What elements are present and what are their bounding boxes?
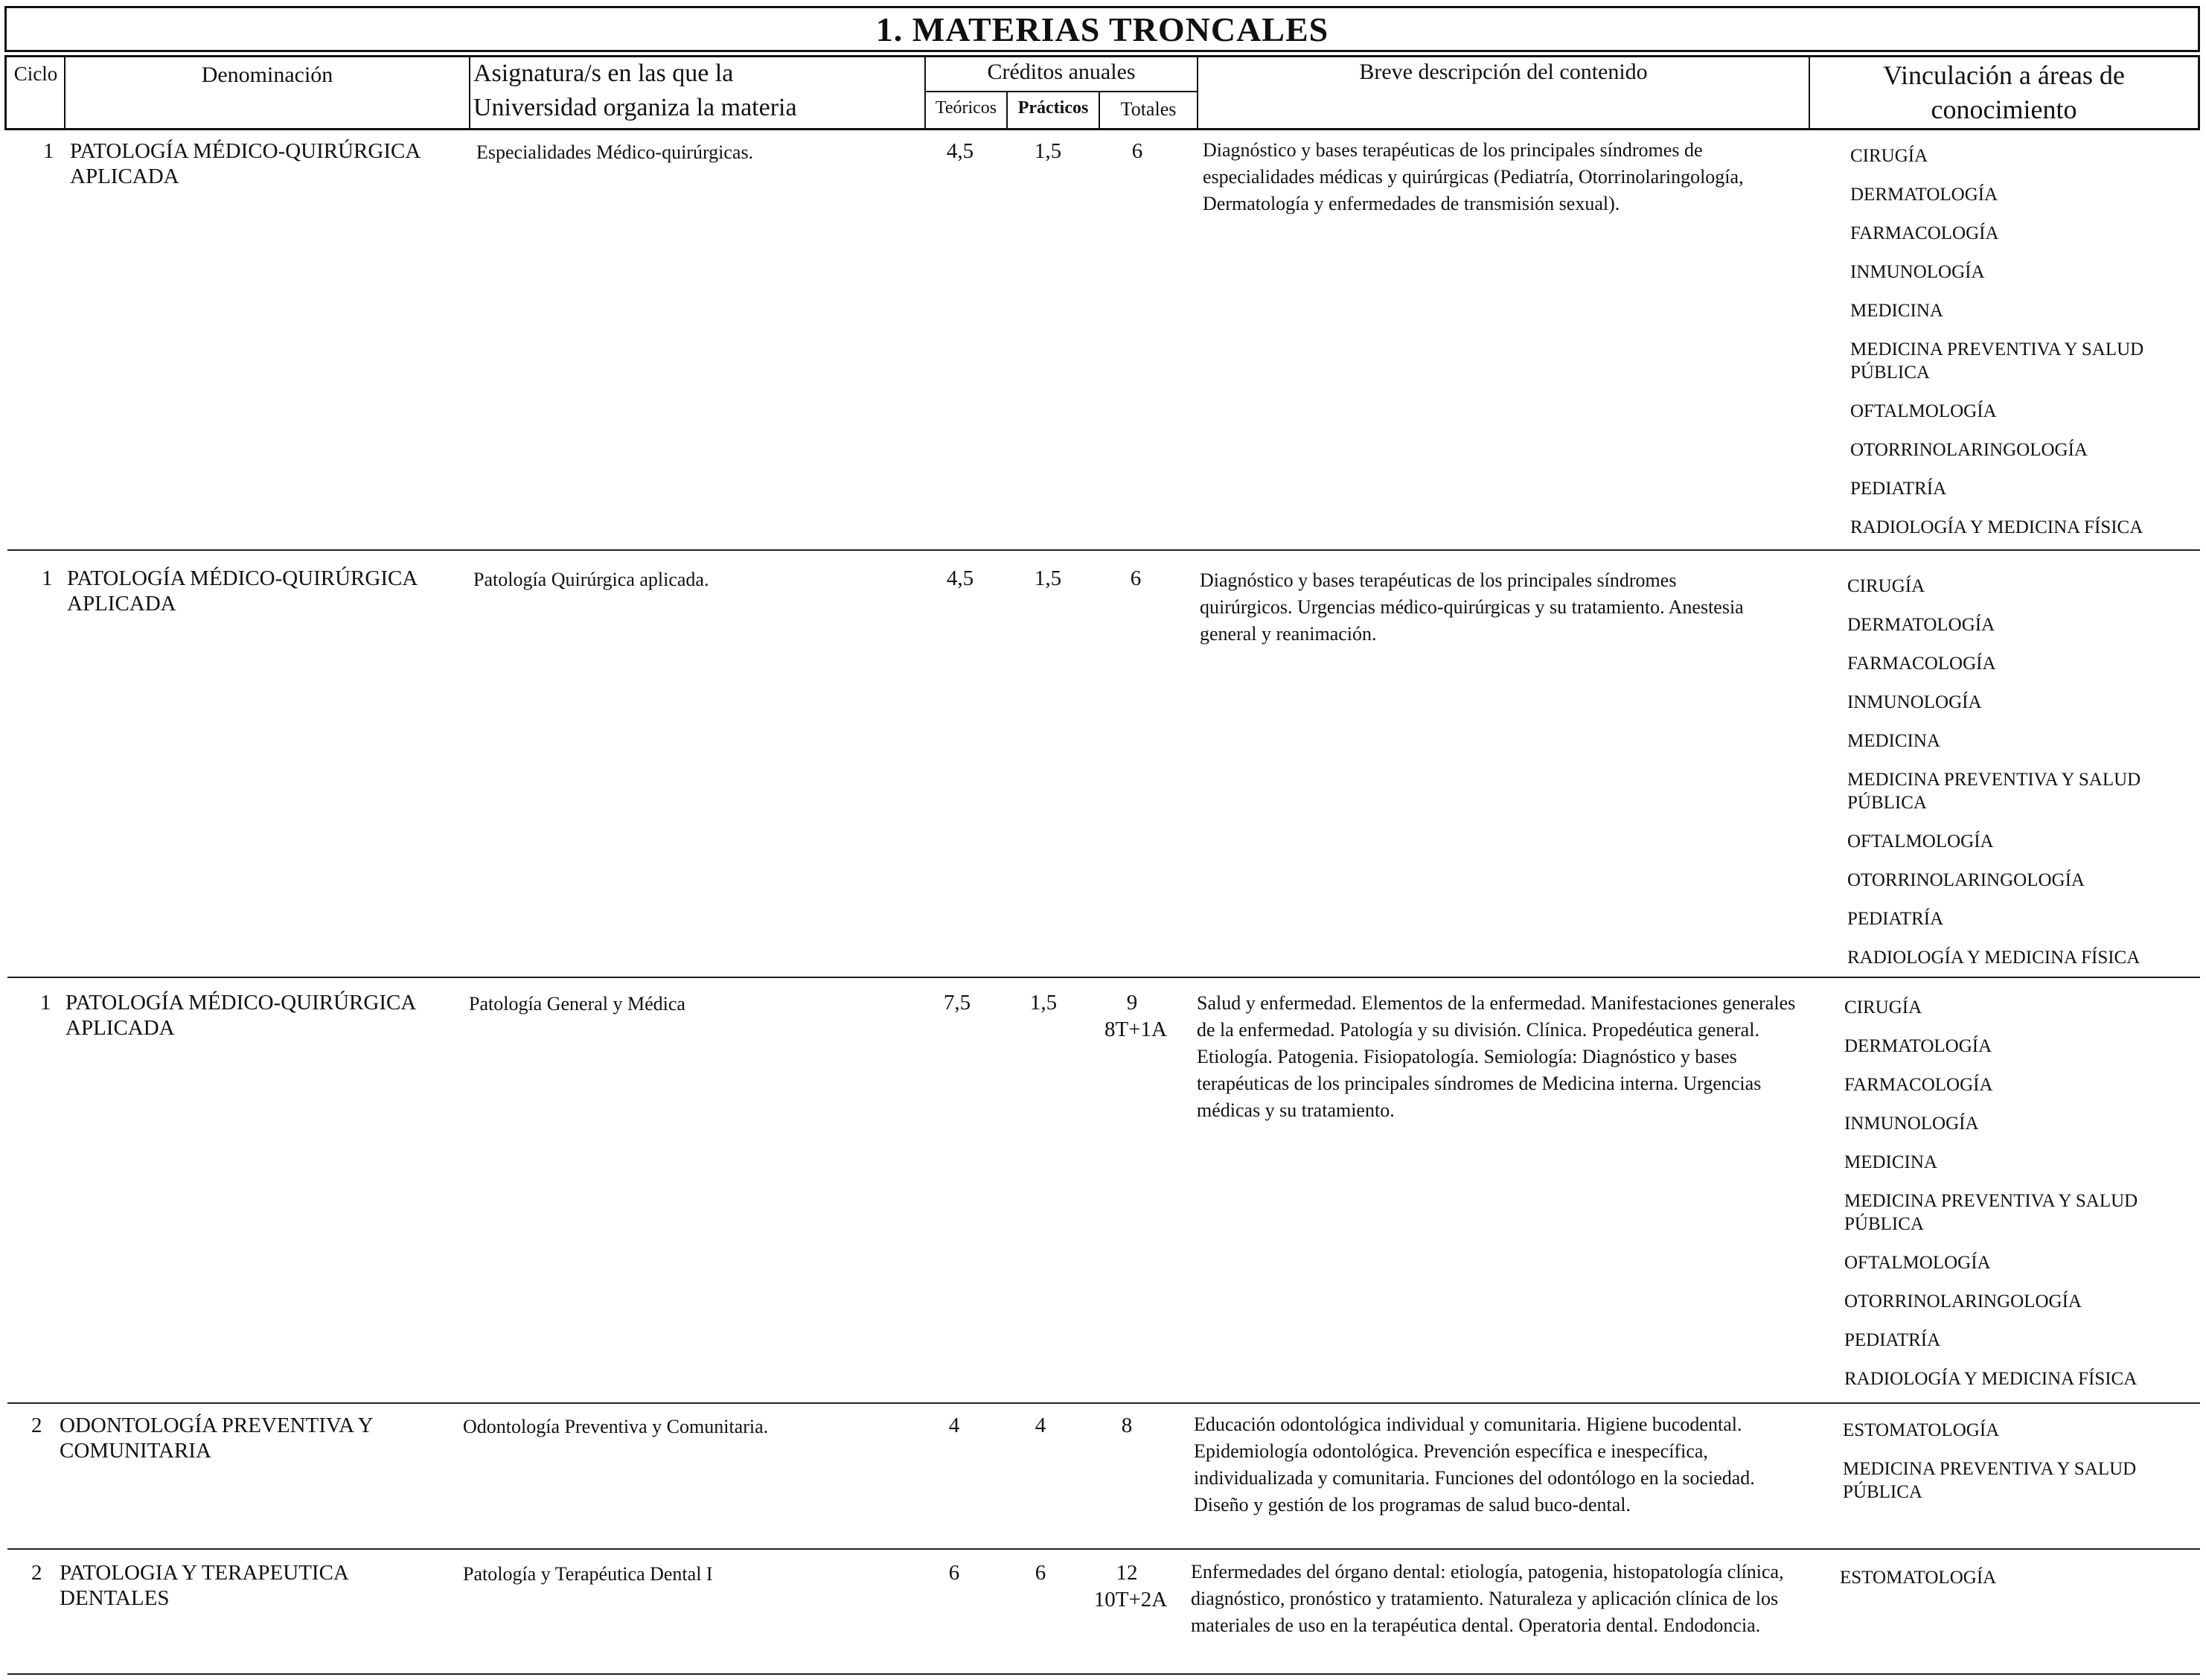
area-item: ESTOMATOLOGÍA [1843,1420,2000,1440]
row-teoricos: 6 [948,1561,960,1585]
header-asignatura-line1: Asignatura/s en las que la [473,60,734,87]
header-vinculacion-line2: conocimiento [1931,95,2077,124]
row-denominacion: PATOLOGÍA MÉDICO-QUIRÚRGICA APLICADA [65,991,415,1040]
area-item: OFTALMOLOGÍA [1850,401,1997,421]
row-practicos: 4 [1035,1414,1046,1437]
area-item: OFTALMOLOGÍA [1844,1253,1991,1273]
area-item: ESTOMATOLOGÍA [1840,1568,1997,1588]
row-denominacion: PATOLOGIA Y TERAPEUTICA DENTALES [60,1561,348,1610]
area-item: INMUNOLOGÍA [1850,262,1985,282]
area-item: MEDICINA PREVENTIVA Y SALUD PÚBLICA [1844,1191,2138,1234]
row-areas [1843,1419,2178,1519]
row-totales: 12 [1116,1561,1138,1585]
header-ciclo: Ciclo [13,63,58,85]
area-item: PEDIATRÍA [1844,1330,1941,1350]
header-asignatura-line2: Universidad organiza la materia [473,94,797,121]
row-descripcion: Educación odontológica individual y comunitaria. Higiene bucodental. Epidemiología odontológica. Prevención específica e inespecífica, individualizada y comunitaria. Funciones del odontólogo en la sociedad. Diseño y gestión de los programas de salud buco-dental. [1194,1414,1755,1515]
row-areas [1844,996,2179,1406]
area-item: CIRUGÍA [1847,576,1925,596]
row-areas [1847,575,2175,985]
area-item: MEDICINA [1850,301,1943,321]
row-teoricos: 7,5 [943,991,971,1015]
area-item: DERMATOLOGÍA [1850,185,1998,205]
header-teoricos: Teóricos [935,98,997,118]
row-denominacion: PATOLOGÍA MÉDICO-QUIRÚRGICA APLICADA [70,139,420,188]
row-divider [7,1673,2200,1675]
row-totales-breakdown: 8T+1A [1104,1018,1167,1041]
area-item: OTORRINOLARINGOLOGÍA [1847,870,2085,890]
row-divider [7,549,2200,551]
header-creditos: Créditos anuales [987,60,1136,84]
header-denominacion: Denominación [201,63,333,87]
area-item: MEDICINA PREVENTIVA Y SALUD PÚBLICA [1843,1459,2137,1502]
area-item: RADIOLOGÍA Y MEDICINA FÍSICA [1844,1369,2138,1389]
area-item: MEDICINA [1847,731,1940,751]
area-item: FARMACOLOGÍA [1847,654,1996,674]
area-item: RADIOLOGÍA Y MEDICINA FÍSICA [1847,948,2141,968]
row-asignatura: Odontología Preventiva y Comunitaria. [463,1416,769,1437]
row-totales-breakdown: 10T+2A [1093,1588,1168,1612]
row-areas [1850,144,2178,555]
row-ciclo: 1 [42,566,53,590]
row-asignatura: Especialidades Médico-quirúrgicas. [476,141,754,163]
section-title: 1. MATERIAS TRONCALES [4,6,2200,52]
row-ciclo: 2 [31,1414,42,1437]
row-teoricos: 4,5 [946,139,974,163]
area-item: FARMACOLOGÍA [1844,1075,1993,1095]
row-ciclo: 1 [40,991,51,1015]
area-item: OTORRINOLARINGOLOGÍA [1844,1291,2082,1312]
area-item: PEDIATRÍA [1850,479,1947,499]
row-totales: 8 [1121,1414,1133,1437]
row-asignatura: Patología y Terapéutica Dental I [463,1563,713,1585]
row-ciclo: 2 [31,1561,42,1585]
area-item: MEDICINA PREVENTIVA Y SALUD PÚBLICA [1850,339,2144,383]
row-asignatura: Patología General y Médica [469,993,685,1015]
area-item: PEDIATRÍA [1847,909,1944,929]
area-item: DERMATOLOGÍA [1844,1036,1992,1056]
area-item: OFTALMOLOGÍA [1847,831,1994,852]
row-teoricos: 4,5 [946,566,974,590]
row-descripcion: Salud y enfermedad. Elementos de la enfermedad. Manifestaciones generales de la enfermedad. Patología y su división. Clínica. Propedéutica general. Etiología. Patogenia. Fisiopatología. Semiología: Diagnóstico y bases terapéuticas de los principales síndromes de Medicina interna. Urgencias médicas y su tratamiento. [1197,992,1796,1121]
area-item: MEDICINA PREVENTIVA Y SALUD PÚBLICA [1847,770,2141,813]
row-divider [7,1402,2200,1404]
row-practicos: 1,5 [1029,991,1058,1015]
area-item: FARMACOLOGÍA [1850,223,1999,243]
row-practicos: 1,5 [1034,566,1062,590]
row-descripcion: Diagnóstico y bases terapéuticas de los principales síndromes de especialidades médicas y quirúrgicas (Pediatría, Otorrinolaringología, Dermatología y enfermedades de transmisión sexual). [1203,139,1744,214]
area-item: OTORRINOLARINGOLOGÍA [1850,440,2088,460]
row-totales: 9 [1126,991,1138,1015]
header-practicos: Prácticos [1017,98,1089,118]
area-item: RADIOLOGÍA Y MEDICINA FÍSICA [1850,517,2143,537]
area-item: DERMATOLOGÍA [1847,615,1995,635]
row-totales: 6 [1131,139,1143,163]
row-practicos: 6 [1035,1561,1046,1585]
header-descripcion: Breve descripción del contenido [1359,60,1648,84]
row-descripcion: Diagnóstico y bases terapéuticas de los principales síndromes quirúrgicos. Urgencias médico-quirúrgicas y su tratamiento. Anestesia general y reanimación. [1200,569,1744,645]
area-item: CIRUGÍA [1850,146,1928,166]
row-divider [7,977,2200,978]
area-item: MEDICINA [1844,1152,1937,1172]
row-denominacion: PATOLOGÍA MÉDICO-QUIRÚRGICA APLICADA [67,566,417,616]
header-totales: Totales [1120,98,1177,120]
area-item: CIRUGÍA [1844,997,1922,1018]
row-areas [1840,1566,2175,1605]
row-asignatura: Patología Quirúrgica aplicada. [473,569,709,590]
row-ciclo: 1 [43,139,54,163]
row-teoricos: 4 [948,1414,960,1437]
area-item: INMUNOLOGÍA [1844,1114,1979,1134]
row-divider [7,1548,2200,1550]
row-descripcion: Enfermedades del órgano dental: etiología, patogenia, histopatología clínica, diagnóstico, pronóstico y tratamiento. Naturaleza y aplicación clínica de los materiales de uso en la terapéutica dental. Operatoria dental. Endodoncia. [1191,1561,1784,1636]
row-totales: 6 [1130,566,1142,590]
area-item: INMUNOLOGÍA [1847,692,1982,712]
row-denominacion: ODONTOLOGÍA PREVENTIVA Y COMUNITARIA [60,1414,373,1463]
row-practicos: 1,5 [1034,139,1062,163]
header-vinculacion-line1: Vinculación a áreas de [1883,60,2125,90]
